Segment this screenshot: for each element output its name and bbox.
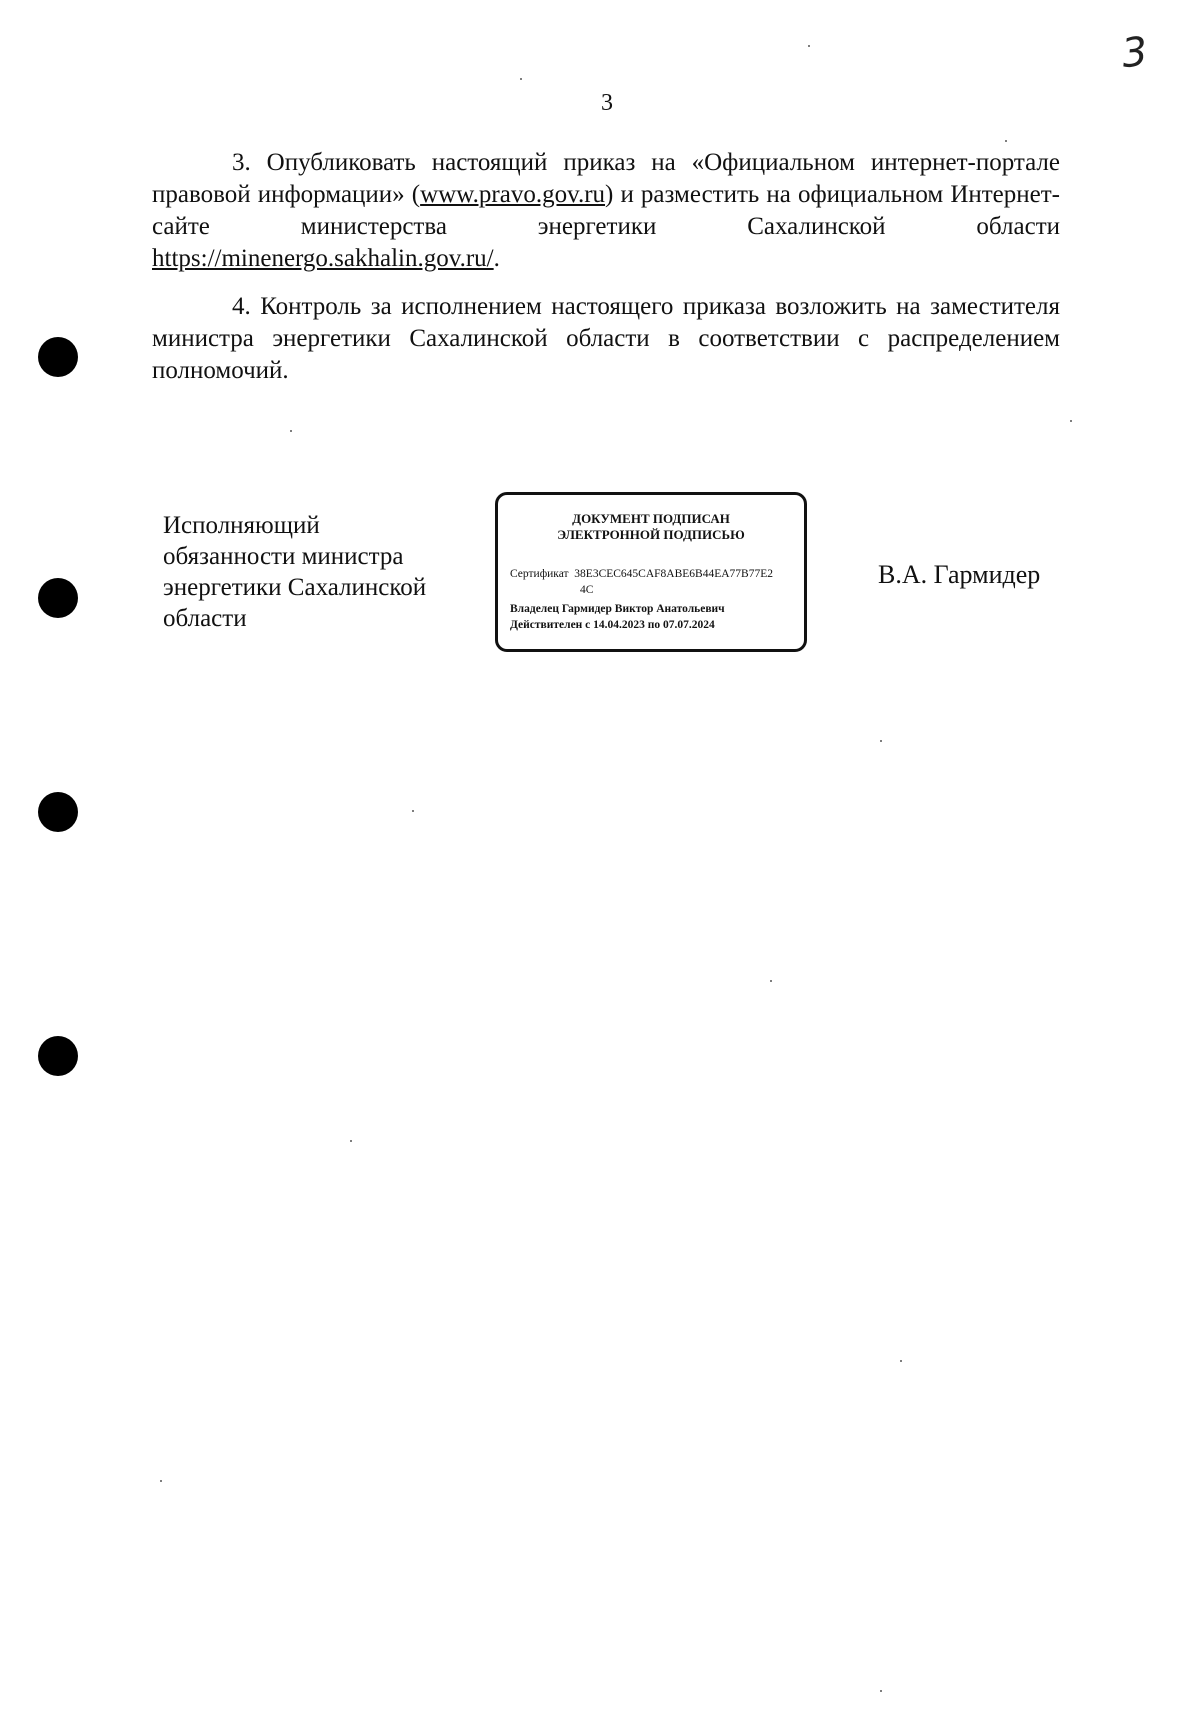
paragraph-3-number: 3. xyxy=(232,149,251,176)
scan-speck xyxy=(880,1690,882,1692)
scan-speck xyxy=(520,78,522,80)
signer-name: В.А. Гармидер xyxy=(878,560,1041,589)
punch-hole xyxy=(38,578,78,618)
electronic-signature-stamp xyxy=(495,492,807,652)
punch-hole xyxy=(38,792,78,832)
stamp-heading-line2: ЭЛЕКТРОННОЙ ПОДПИСЬЮ xyxy=(557,527,745,542)
certificate-label: Сертификат xyxy=(510,568,569,580)
scan-speck xyxy=(1005,140,1007,142)
owner-label: Владелец xyxy=(510,603,559,615)
certificate-value: 38E3CEC645CAF8ABE6B44EA77B77E2 xyxy=(574,568,774,580)
owner-value: Гармидер Виктор Анатольевич xyxy=(561,603,725,615)
stamp-heading-line1: ДОКУМЕНТ ПОДПИСАН xyxy=(572,511,730,526)
paragraph-4-text: Контроль за исполнением настоящего приказа возложить на заместителя министра энергетики Сахалинской области в соответствии с распределением полномочий. xyxy=(152,293,1060,384)
scan-speck xyxy=(1070,420,1072,422)
handwritten-page-number: 3 xyxy=(1119,28,1150,78)
punch-hole xyxy=(38,1036,78,1076)
stamp-validity: Действителен с 14.04.2023 по 07.07.2024 xyxy=(510,619,715,631)
scan-speck xyxy=(770,980,772,982)
paragraph-3-text-end: . xyxy=(493,245,500,272)
minenergo-link[interactable]: https://minenergo.sakhalin.gov.ru/ xyxy=(152,245,494,272)
scan-speck xyxy=(290,430,292,432)
page-number: 3 xyxy=(601,90,613,116)
scan-speck xyxy=(880,740,882,742)
paragraph-3 xyxy=(152,147,1060,275)
paragraph-4 xyxy=(152,291,1060,387)
stamp-heading xyxy=(498,511,804,543)
pravo-link[interactable]: www.pravo.gov.ru xyxy=(420,181,606,208)
paragraph-3-text-middle: ) и разместить на официальном Интернет-сайте министерства энергетики Сахалинской области xyxy=(152,181,1061,240)
punch-hole xyxy=(38,337,78,377)
signer-title-line: обязанности министра xyxy=(163,543,404,570)
signer-title xyxy=(163,510,463,634)
signer-title-line: области xyxy=(163,605,247,632)
signer-title-line: энергетики Сахалинской xyxy=(163,574,427,601)
paragraph-3-text-start: Опубликовать настоящий приказ на «Официальном интернет-портале правовой информации» ( xyxy=(152,149,1060,208)
scan-speck xyxy=(808,45,810,47)
scan-speck xyxy=(900,1360,902,1362)
stamp-owner xyxy=(510,602,725,617)
scan-speck xyxy=(412,810,414,812)
signer-title-line: Исполняющий xyxy=(163,512,320,539)
certificate-value-continued: 4C xyxy=(580,584,594,596)
scan-speck xyxy=(350,1140,352,1142)
scan-speck xyxy=(160,1480,162,1482)
paragraph-4-number: 4. xyxy=(232,293,251,320)
stamp-certificate xyxy=(510,567,773,582)
